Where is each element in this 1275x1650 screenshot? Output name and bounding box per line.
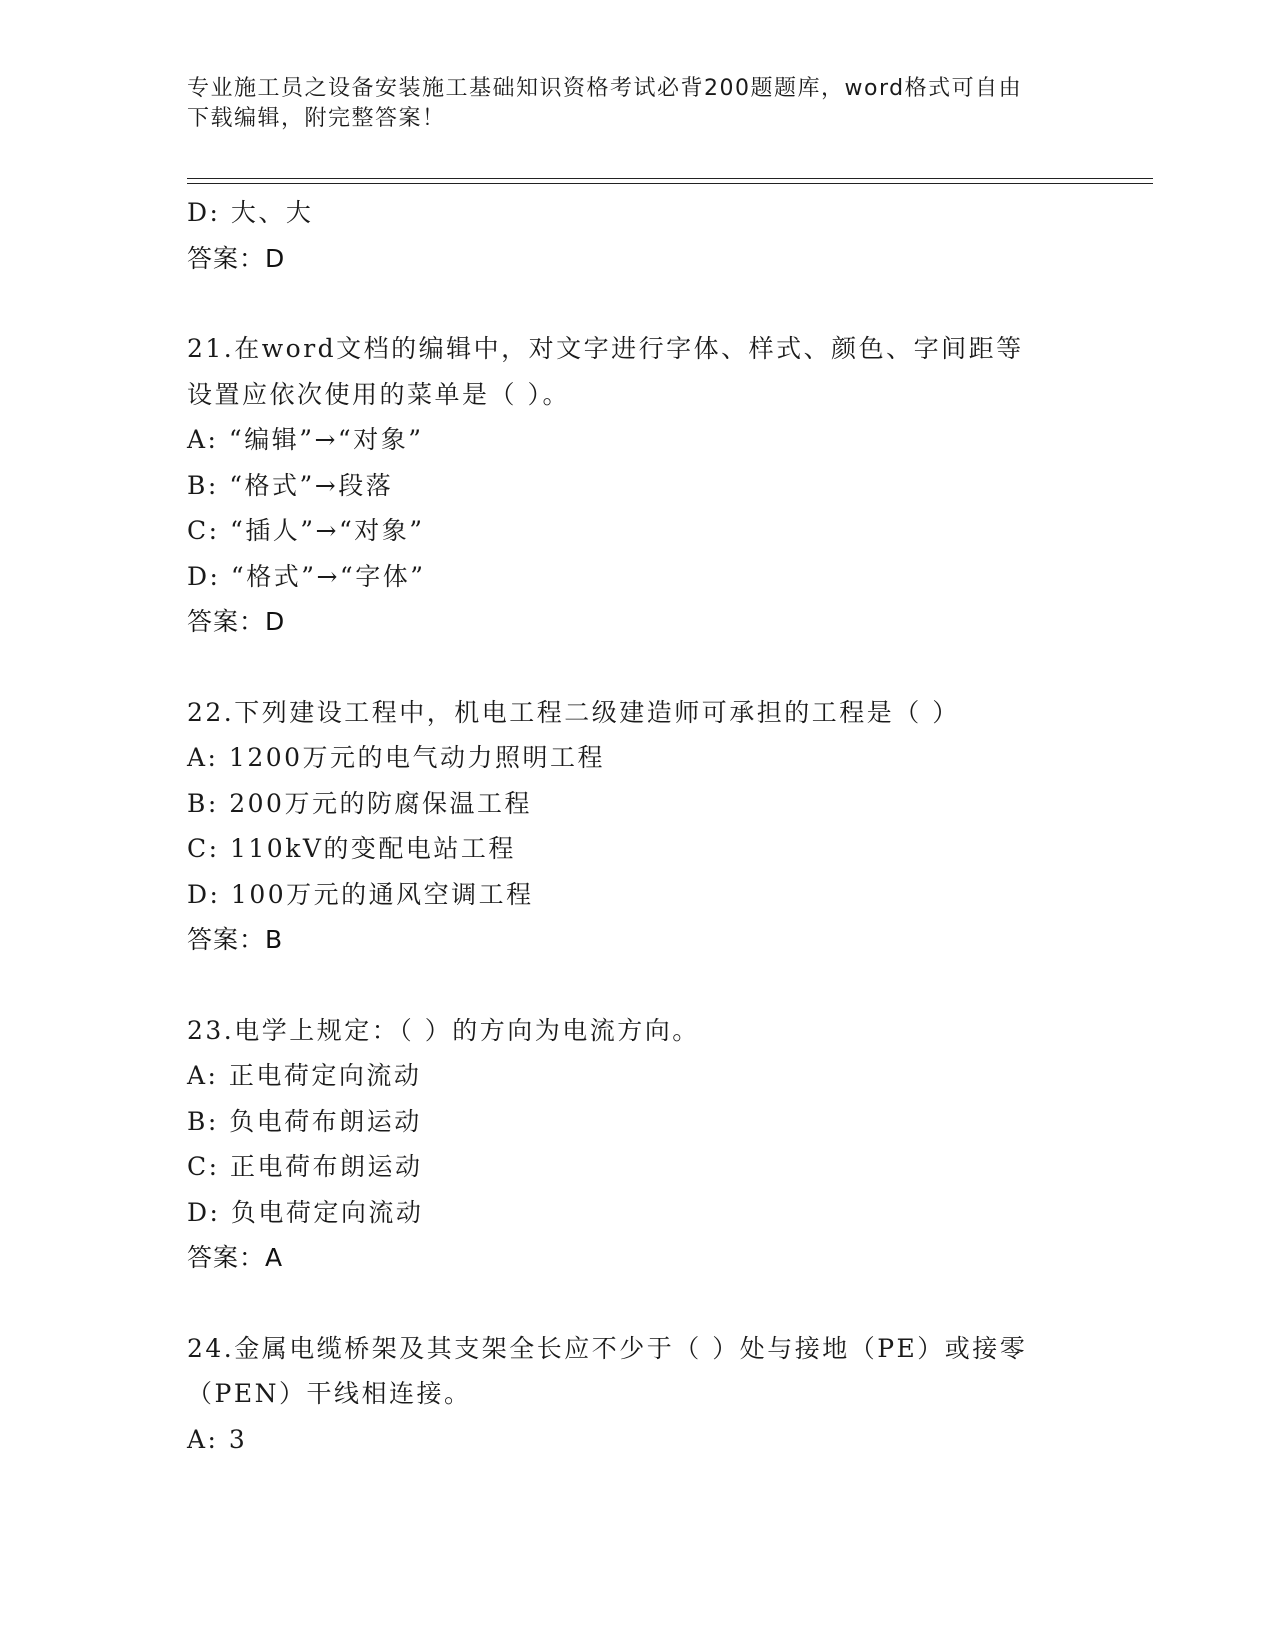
answer-line: 答案：B bbox=[187, 925, 284, 954]
option-b: B: 负电荷布朗运动 bbox=[187, 1106, 422, 1136]
spacer bbox=[187, 281, 1067, 326]
option-b: B: “格式”→段落 bbox=[187, 470, 394, 500]
question-21 bbox=[187, 326, 1067, 645]
question-stem: 22.下列建设工程中，机电工程二级建造师可承担的工程是（ ） bbox=[187, 697, 960, 727]
option-a: A: 3 bbox=[187, 1424, 248, 1454]
option-a: A: “编辑”→“对象” bbox=[187, 425, 424, 454]
answer-line: 答案：D bbox=[187, 243, 286, 273]
question-22 bbox=[187, 690, 1067, 963]
question-24 bbox=[187, 1326, 1067, 1463]
spacer bbox=[187, 963, 1067, 1008]
option-d: D: 负电荷定向流动 bbox=[187, 1197, 424, 1227]
option-c: C: “插人”→“对象” bbox=[187, 516, 425, 545]
page-header bbox=[187, 74, 1067, 134]
option-d: D: 100万元的通风空调工程 bbox=[187, 879, 534, 909]
question-list bbox=[187, 190, 1067, 1462]
spacer bbox=[187, 645, 1067, 690]
option-b: B: 200万元的防腐保温工程 bbox=[187, 788, 532, 818]
header-line-2: 下载编辑，附完整答案！ bbox=[187, 106, 446, 131]
option-c: C: 正电荷布朗运动 bbox=[187, 1152, 423, 1181]
question-stem: 23.电学上规定：（ ）的方向为电流方向。 bbox=[187, 1015, 700, 1045]
option-c: C: 110kV的变配电站工程 bbox=[187, 834, 516, 863]
header-line-1: 专业施工员之设备安装施工基础知识资格考试必背200题题库，word格式可自由 bbox=[187, 76, 1023, 101]
option-a: A: 正电荷定向流动 bbox=[187, 1061, 422, 1090]
question-stem: 设置应依次使用的菜单是（ ）。 bbox=[187, 379, 570, 409]
answer-line: 答案：D bbox=[187, 607, 286, 636]
question-stem: 24.金属电缆桥架及其支架全长应不少于（ ）处与接地（PE）或接零 bbox=[187, 1333, 1028, 1363]
question-stem: 21.在word文档的编辑中，对文字进行字体、样式、颜色、字间距等 bbox=[187, 334, 1024, 363]
question-stem: （PEN）干线相连接。 bbox=[187, 1379, 472, 1408]
spacer bbox=[187, 1281, 1067, 1326]
header-divider bbox=[187, 178, 1153, 184]
option-d: D: “格式”→“字体” bbox=[187, 561, 426, 591]
question-23 bbox=[187, 1008, 1067, 1281]
option-d: D: 大、大 bbox=[187, 198, 314, 227]
option-a: A: 1200万元的电气动力照明工程 bbox=[187, 743, 606, 772]
answer-line: 答案：A bbox=[187, 1243, 284, 1272]
